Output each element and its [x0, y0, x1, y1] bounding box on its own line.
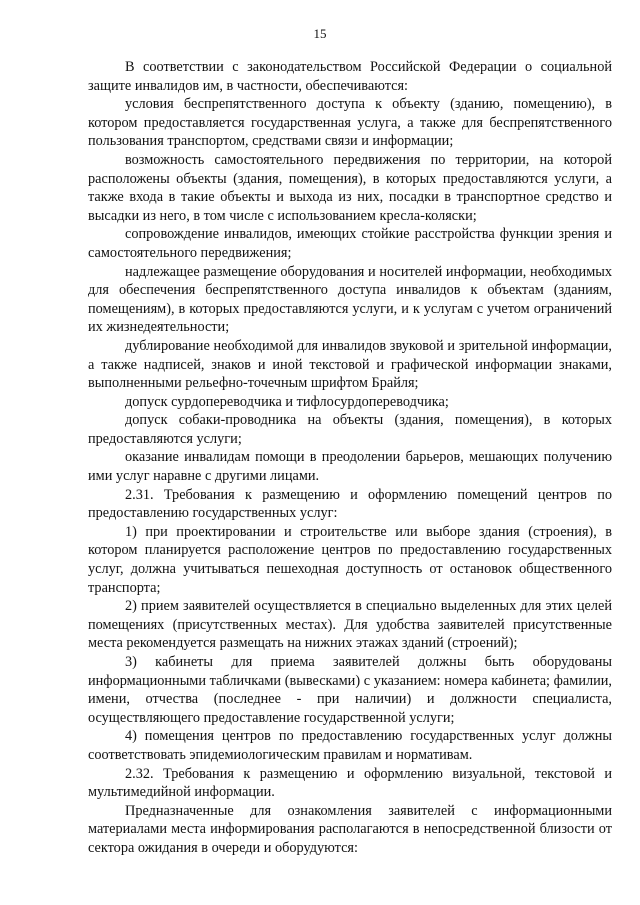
- paragraph-assistance: оказание инвалидам помощи в преодолении барьеров, мешающих получению ими услуг наравне с другими лицами.: [88, 449, 612, 485]
- paragraph-section-2-32: 2.32. Требования к размещению и оформлению визуальной, текстовой и мультимедийной информации.: [88, 765, 612, 801]
- paragraph-equipment-placement: надлежащее размещение оборудования и носителей информации, необходимых для обеспечения беспрепятственного доступа инвалидов к объектам (зданиям, помещениям), в которых предоставляются услуги, и к услугам с учетом ограничений их жизнедеятельности;: [88, 263, 612, 336]
- paragraph-intro: В соответствии с законодательством Российской Федерации о социальной защите инвалидов им, в частности, обеспечиваются:: [88, 59, 612, 94]
- paragraph-item-1: 1) при проектировании и строительстве или выборе здания (строения), в котором планируется расположение центров по предоставлению государственных услуг, должна учитываться пешеходная доступность от остановок общественного транспорта;: [88, 523, 612, 596]
- paragraph-section-2-31: 2.31. Требования к размещению и оформлению помещений центров по предоставлению государственных услуг:: [88, 486, 612, 522]
- paragraph-sign-interpreter: допуск сурдопереводчика и тифлосурдопереводчика;: [125, 393, 449, 410]
- paragraph-independent-movement: возможность самостоятельного передвижения по территории, на которой расположены объекты (здания, помещения), в которых предоставляются услуги, а также входа в такие объекты и выхода из них, посадки в транспортное средство и высадки из него, в том числе с использованием кресла-коляски;: [88, 151, 612, 224]
- paragraph-item-3: 3) кабинеты для приема заявителей должны быть оборудованы информационными табличками (вывесками) с указанием: номера кабинета; фамилии, имени, отчества (последнее - при наличии) и должности специалиста, осуществляющего предоставление государственной услуги;: [88, 654, 612, 726]
- paragraph-guide-dog: допуск собаки-проводника на объекты (здания, помещения), в которых предоставляются услуги;: [88, 412, 612, 447]
- paragraph-info-places: Предназначенные для ознакомления заявителей с информационными материалами места информирования располагаются в непосредственной близости от сектора ожидания в очереди и оборудуются:: [88, 802, 612, 856]
- paragraph-access-conditions: условия беспрепятственного доступа к объекту (зданию, помещению), в котором предоставляется государственная услуга, а также для беспрепятственного пользования транспортом, средствами связи и информации;: [88, 96, 612, 150]
- paragraph-item-2: 2) прием заявителей осуществляется в специально выделенных для этих целей помещениях (присутственных местах). Для удобства заявителей присутственные места рекомендуется размещать на нижних этажах зданий (строений);: [88, 598, 612, 652]
- document-body: [88, 58, 612, 858]
- paragraph-item-4: 4) помещения центров по предоставлению государственных услуг должны соответствовать эпидемиологическим правилам и нормативам.: [88, 728, 612, 763]
- page-number: 15: [313, 26, 327, 41]
- paragraph-braille-duplication: дублирование необходимой для инвалидов звуковой и зрительной информации, а также надписей, знаков и иной текстовой и графической информации знаками, выполненными рельефно-точечным шрифтом Брайля;: [88, 337, 612, 392]
- paragraph-escort: сопровождение инвалидов, имеющих стойкие расстройства функции зрения и самостоятельного передвижения;: [88, 226, 612, 261]
